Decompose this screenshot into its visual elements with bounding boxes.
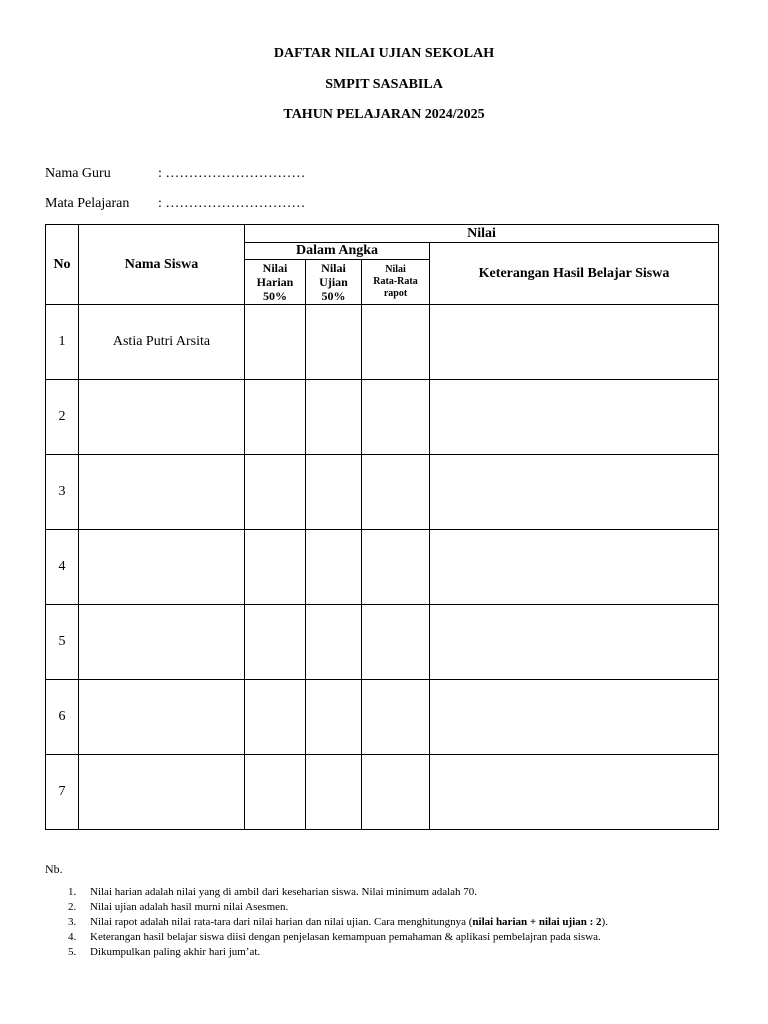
harian-cell[interactable] [245, 380, 306, 455]
rata-cell[interactable] [362, 455, 430, 530]
harian-cell[interactable] [245, 755, 306, 830]
header-no: No [46, 225, 79, 305]
table-row [46, 380, 719, 455]
row-number: 5 [46, 605, 79, 680]
rata-cell[interactable] [362, 605, 430, 680]
harian-cell[interactable] [245, 605, 306, 680]
table-row [46, 455, 719, 530]
header-dalam-angka: Dalam Angka [245, 243, 430, 260]
table-row [46, 530, 719, 605]
rata-cell[interactable] [362, 380, 430, 455]
header-student-name: Nama Siswa [79, 225, 245, 305]
student-name-cell[interactable] [79, 530, 245, 605]
row-number: 3 [46, 455, 79, 530]
teacher-name-field [45, 166, 305, 182]
header-nilai-rata-rata: Nilai Rata-Rata rapot [362, 260, 430, 305]
row-number: 7 [46, 755, 79, 830]
rata-cell[interactable] [362, 530, 430, 605]
notes-list [68, 885, 730, 960]
note-item: 3. Nilai rapot adalah nilai rata-tara dari nilai harian dan nilai ujian. Cara menghitungnya (nilai harian + nilai ujian : 2). [68, 916, 608, 928]
subject-field [45, 196, 305, 212]
grades-table [45, 224, 719, 830]
table-row [46, 605, 719, 680]
row-number: 6 [46, 680, 79, 755]
student-name-cell[interactable] [79, 380, 245, 455]
header-nilai-group: Nilai [245, 225, 719, 243]
student-name-cell[interactable] [79, 605, 245, 680]
teacher-name-label: Nama Guru [45, 166, 111, 181]
school-name: SMPIT SASABILA [325, 77, 443, 92]
keterangan-cell[interactable] [430, 530, 719, 605]
table-row [46, 755, 719, 830]
note-item: 5. Dikumpulkan paling akhir hari jum’at. [68, 946, 261, 958]
ujian-cell[interactable] [306, 755, 362, 830]
keterangan-cell[interactable] [430, 455, 719, 530]
notes-heading: Nb. [45, 862, 63, 876]
row-number: 4 [46, 530, 79, 605]
rata-cell[interactable] [362, 680, 430, 755]
note-item: 1. Nilai harian adalah nilai yang di ambil dari keseharian siswa. Nilai minimum adalah 70. [68, 886, 478, 898]
ujian-cell[interactable] [306, 530, 362, 605]
subject-value: : ………………………… [158, 196, 306, 211]
rata-cell[interactable] [362, 305, 430, 380]
ujian-cell[interactable] [306, 680, 362, 755]
harian-cell[interactable] [245, 680, 306, 755]
header-nilai-ujian: Nilai Ujian 50% [306, 260, 362, 305]
table-row [46, 680, 719, 755]
teacher-name-value: : ………………………… [158, 166, 306, 181]
keterangan-cell[interactable] [430, 680, 719, 755]
keterangan-cell[interactable] [430, 605, 719, 680]
keterangan-cell[interactable] [430, 305, 719, 380]
student-name-cell[interactable] [79, 680, 245, 755]
keterangan-cell[interactable] [430, 755, 719, 830]
ujian-cell[interactable] [306, 305, 362, 380]
rata-cell[interactable] [362, 755, 430, 830]
table-row [46, 305, 719, 380]
keterangan-cell[interactable] [430, 380, 719, 455]
harian-cell[interactable] [245, 530, 306, 605]
student-name-cell[interactable] [79, 755, 245, 830]
student-name-cell[interactable]: Astia Putri Arsita [79, 305, 245, 380]
ujian-cell[interactable] [306, 605, 362, 680]
note-item: 4. Keterangan hasil belajar siswa diisi dengan penjelasan kemampuan pemahaman & aplikasi pembelajran pada siswa. [68, 931, 601, 943]
subject-label: Mata Pelajaran [45, 196, 130, 211]
header-keterangan: Keterangan Hasil Belajar Siswa [430, 243, 719, 305]
ujian-cell[interactable] [306, 380, 362, 455]
formula-text: nilai harian + nilai ujian : 2 [472, 916, 602, 928]
student-name-cell[interactable] [79, 455, 245, 530]
academic-year: TAHUN PELAJARAN 2024/2025 [283, 107, 485, 122]
header-nilai-harian: Nilai Harian 50% [245, 260, 306, 305]
harian-cell[interactable] [245, 305, 306, 380]
harian-cell[interactable] [245, 455, 306, 530]
document-title: DAFTAR NILAI UJIAN SEKOLAH [273, 46, 495, 61]
ujian-cell[interactable] [306, 455, 362, 530]
row-number: 1 [46, 305, 79, 380]
note-item: 2. Nilai ujian adalah hasil murni nilai Asesmen. [68, 901, 289, 913]
row-number: 2 [46, 380, 79, 455]
